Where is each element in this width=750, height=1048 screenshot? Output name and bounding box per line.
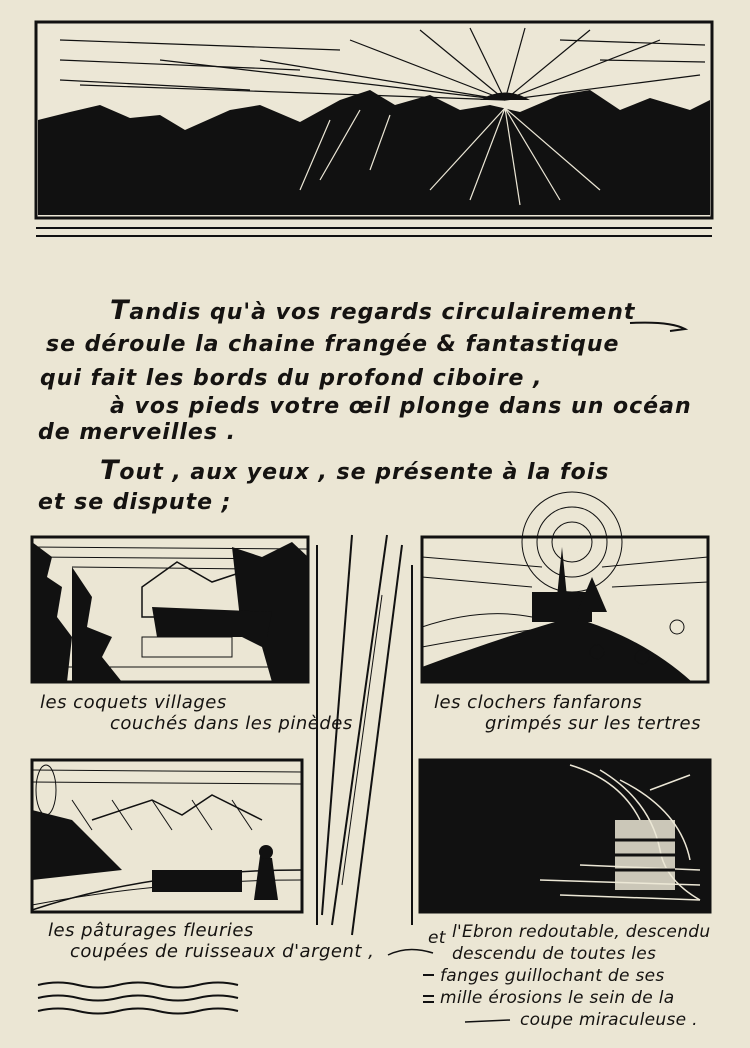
paragraph1-line2: se déroule la chaine frangée & fantastique — [46, 332, 620, 357]
church-hill-illustration — [422, 537, 712, 687]
caption-ebron-line4: mille érosions le sein de la — [440, 988, 675, 1008]
villages-illustration — [32, 537, 312, 687]
ebron-river-illustration — [420, 760, 715, 920]
vertical-streaks-decoration — [312, 535, 432, 955]
caption-clochers-line1: les clochers fanfarons — [434, 692, 643, 713]
flourish — [630, 315, 690, 335]
paragraph1-line4: à vos pieds votre œil plonge dans un océan — [110, 394, 692, 419]
paragraph1-line3: qui fait les bords du profond ciboire , — [40, 366, 543, 391]
caption-ebron-line5: coupe miraculeuse . — [520, 1010, 698, 1030]
caption-ebron-line2: descendu de toutes les — [452, 944, 657, 964]
caption-paturages-line2: coupées de ruisseaux d'argent , — [70, 941, 375, 962]
paragraph1-line1-text: andis qu'à vos regards circulairement — [129, 300, 636, 325]
caption-villages-line2: couchés dans les pinèdes — [110, 713, 353, 734]
caption-ebron-line1: l'Ebron redoutable, descendu — [452, 922, 711, 942]
paragraph1-line5: de merveilles . — [38, 420, 236, 445]
pastures-illustration — [32, 760, 307, 920]
paragraph2-line1 — [100, 455, 609, 486]
bottom-wave-ornament — [38, 980, 238, 1020]
caption-paturages-line1: les pâturages fleuries — [48, 920, 254, 941]
paragraph2-line2: et se dispute ; — [38, 490, 232, 515]
caption-ebron-line3: fanges guillochant de ses — [440, 966, 665, 986]
paragraph1-line1 — [110, 295, 635, 326]
caption-clochers-line2: grimpés sur les tertres — [485, 713, 701, 734]
paragraph2-line1-text: out , aux yeux , se présente à la fois — [119, 460, 610, 485]
caption-ebron-et: et — [428, 928, 446, 948]
caption-villages-line1: les coquets villages — [40, 692, 227, 713]
mountain-sunrise-illustration — [0, 0, 750, 250]
paragraph1-initial: T — [110, 295, 130, 326]
paragraph2-initial: T — [100, 455, 120, 486]
dash-marks — [420, 960, 520, 1040]
